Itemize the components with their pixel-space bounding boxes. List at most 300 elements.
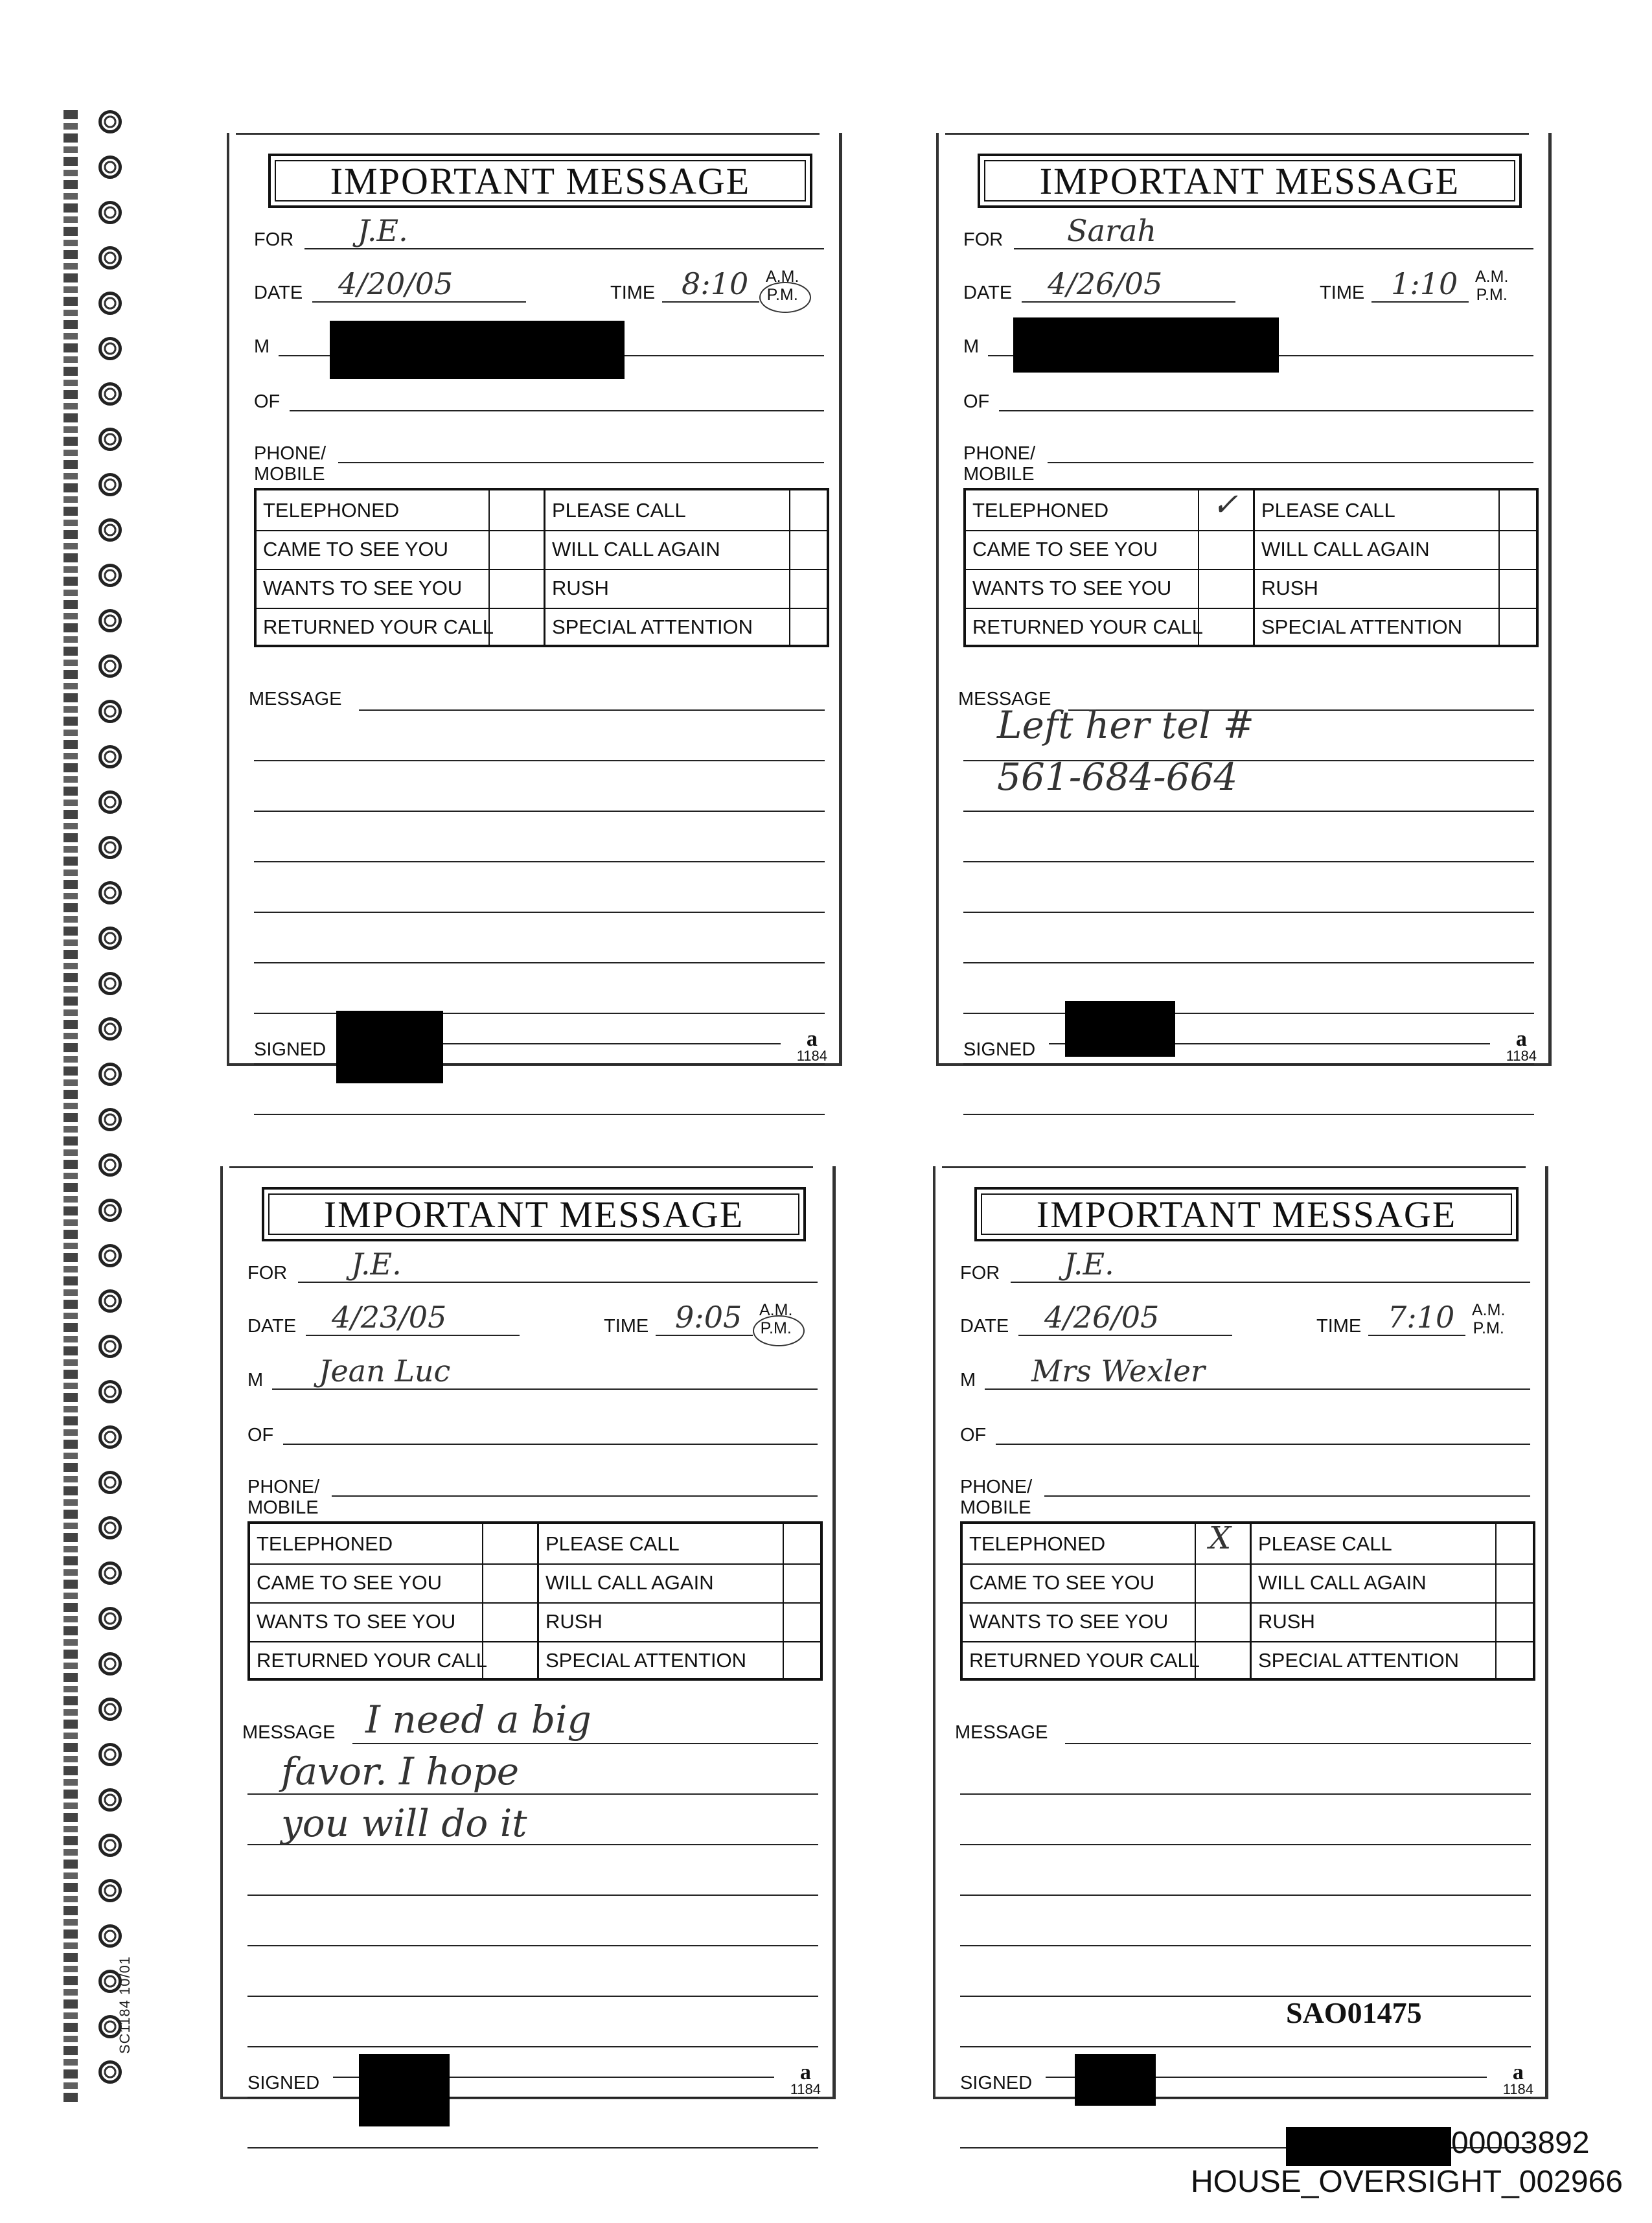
- phone-field: [254, 437, 824, 485]
- binding-ring: [98, 1289, 122, 1313]
- status-row: [257, 490, 827, 531]
- checkbox-special-attention[interactable]: [784, 1641, 820, 1680]
- time-label: TIME: [1316, 1316, 1362, 1337]
- caller-field-handwriting: Mrs Wexler: [1031, 1353, 1205, 1388]
- binding-ring: [98, 836, 122, 859]
- status-came-to-see-you: CAME TO SEE YOU: [257, 529, 490, 569]
- for-field-handwriting: J.E.: [1064, 1247, 1114, 1282]
- form-number: 1184: [1506, 1048, 1537, 1064]
- phone-field-label: PHONE/: [254, 443, 327, 464]
- binding-ring: [98, 1108, 122, 1131]
- slip-top-rule: [236, 133, 820, 135]
- of-field-line: [996, 1444, 1530, 1445]
- signed-label: SIGNED: [247, 2073, 320, 2093]
- status-please-call: PLEASE CALL: [1255, 490, 1500, 530]
- status-grid: [247, 1521, 823, 1681]
- status-row: [250, 1602, 820, 1642]
- phone-field: [963, 437, 1533, 485]
- message-line: [247, 1996, 818, 1997]
- redaction-bar: [1075, 2054, 1156, 2106]
- binding-ring: [98, 1924, 122, 1948]
- form-logo: a: [1515, 1027, 1527, 1051]
- status-rush: RUSH: [1252, 1602, 1497, 1641]
- slip-title: IMPORTANT MESSAGE: [984, 160, 1515, 202]
- date-field-label: DATE: [254, 282, 303, 303]
- time-line: [656, 1335, 753, 1336]
- of-field-label: OF: [254, 391, 281, 412]
- checkbox-telephoned[interactable]: [1199, 487, 1255, 530]
- checkbox-please-call[interactable]: [1497, 1524, 1533, 1563]
- binding-ring: [98, 1879, 122, 1902]
- binding-ring: [98, 1471, 122, 1494]
- pm-circle-mark: [759, 282, 811, 313]
- message-label: MESSAGE: [955, 1722, 1048, 1743]
- date-field: [960, 1300, 1530, 1339]
- time-handwriting: 1:10: [1391, 266, 1458, 301]
- binding-ring: [98, 654, 122, 678]
- redaction-bar: [1286, 2127, 1451, 2166]
- binding-ring: [98, 428, 122, 451]
- for-field-line: [1014, 248, 1533, 249]
- of-field-label: OF: [963, 391, 990, 412]
- message-slip: [220, 1166, 836, 2099]
- binding-ring: [98, 1516, 122, 1539]
- form-code: [1502, 2060, 1533, 2097]
- message-line: [960, 1793, 1531, 1795]
- status-returned-your-call: RETURNED YOUR CALL: [257, 607, 490, 647]
- binding-form-code: SC1184 10/01: [117, 1955, 133, 2054]
- phone-field-label: PHONE/: [963, 443, 1036, 464]
- binding-ring: [98, 201, 122, 224]
- checkbox-came-to-see-you[interactable]: [490, 529, 545, 569]
- document-stamp: SAO01475: [1286, 1996, 1422, 2029]
- time-line: [662, 301, 759, 303]
- binding-ring: [98, 564, 122, 587]
- binding-ring: [98, 337, 122, 360]
- am-pm-indicator: [1475, 268, 1508, 304]
- for-field: [963, 213, 1533, 252]
- checkbox-will-call-again[interactable]: [1497, 1563, 1533, 1602]
- slip-title-box: [974, 1187, 1519, 1241]
- binding-ring: [98, 473, 122, 496]
- caller-field: [960, 1353, 1530, 1392]
- status-row: [250, 1641, 820, 1680]
- date-field-handwriting: 4/26/05: [1048, 266, 1163, 301]
- checkbox-will-call-again[interactable]: [784, 1563, 820, 1602]
- am-pm-indicator: [1472, 1301, 1505, 1337]
- mobile-label: MOBILE: [247, 1497, 319, 1518]
- message-line: [960, 1844, 1531, 1845]
- status-row: [963, 1563, 1533, 1604]
- for-field-label: FOR: [254, 229, 294, 250]
- checkbox-telephoned[interactable]: [1196, 1520, 1252, 1563]
- caller-field-line: [985, 1388, 1530, 1390]
- slip-title: IMPORTANT MESSAGE: [275, 160, 806, 202]
- status-wants-to-see-you: WANTS TO SEE YOU: [963, 1602, 1196, 1641]
- form-number: 1184: [796, 1048, 827, 1064]
- status-special-attention: SPECIAL ATTENTION: [539, 1641, 784, 1680]
- am-label: A.M.: [766, 268, 799, 286]
- of-field: [960, 1419, 1530, 1447]
- status-wants-to-see-you: WANTS TO SEE YOU: [250, 1602, 483, 1641]
- checkbox-please-call[interactable]: [1500, 490, 1536, 530]
- am-label: A.M.: [759, 1301, 793, 1319]
- redaction-bar: [1013, 317, 1279, 373]
- status-row: [257, 568, 827, 609]
- message-line: [352, 1743, 818, 1744]
- form-logo: a: [1512, 2060, 1524, 2084]
- caller-field-handwriting: Jean Luc: [319, 1353, 451, 1388]
- checkbox-telephoned[interactable]: [490, 490, 545, 530]
- for-field-line: [1011, 1282, 1530, 1283]
- checkbox-wants-to-see-you[interactable]: [1196, 1602, 1252, 1641]
- time-handwriting: 7:10: [1388, 1300, 1455, 1335]
- date-field-line: [1022, 301, 1235, 303]
- message-handwriting: Left her tel #: [997, 703, 1255, 747]
- binding-ring: [98, 110, 122, 133]
- message-handwriting: I need a big: [365, 1698, 591, 1742]
- caller-field: [247, 1353, 818, 1392]
- checkbox-special-attention[interactable]: [1497, 1641, 1533, 1680]
- time-label: TIME: [604, 1316, 649, 1337]
- checkbox-special-attention[interactable]: [1500, 607, 1536, 647]
- status-please-call: PLEASE CALL: [545, 490, 790, 530]
- status-row: [250, 1563, 820, 1604]
- binding-ring: [98, 1017, 122, 1041]
- checkbox-returned-your-call[interactable]: [483, 1641, 539, 1680]
- time-line: [1368, 1335, 1465, 1336]
- binding-ring: [98, 1063, 122, 1086]
- phone-field-line: [338, 462, 824, 463]
- date-field-label: DATE: [247, 1316, 297, 1337]
- status-row: [966, 568, 1536, 609]
- message-line: [963, 811, 1534, 812]
- for-field-handwriting: J.E.: [351, 1247, 402, 1282]
- for-field-line: [304, 248, 824, 249]
- message-line: [254, 861, 825, 862]
- of-field: [247, 1419, 818, 1447]
- slip-top-rule: [945, 133, 1529, 135]
- status-will-call-again: WILL CALL AGAIN: [1255, 529, 1500, 569]
- message-handwriting: you will do it: [281, 1801, 527, 1845]
- binding-ring: [98, 1834, 122, 1857]
- checkbox-wants-to-see-you[interactable]: [483, 1602, 539, 1641]
- binding-ring: [98, 609, 122, 632]
- binding-ring: [98, 1153, 122, 1177]
- message-line: [963, 1013, 1534, 1014]
- message-line: [1065, 1743, 1531, 1744]
- form-code: [796, 1027, 827, 1064]
- binding-ring: [98, 881, 122, 904]
- message-line: [963, 962, 1534, 963]
- form-logo: a: [799, 2060, 811, 2084]
- slip-title-box: [978, 154, 1522, 208]
- pm-label: P.M.: [760, 1319, 792, 1337]
- status-grid: [963, 488, 1539, 647]
- of-field-label: OF: [247, 1425, 274, 1446]
- am-label: A.M.: [1475, 268, 1509, 286]
- caller-field-label: M: [254, 336, 270, 357]
- mobile-label: MOBILE: [254, 464, 325, 485]
- checkbox-rush[interactable]: [1500, 568, 1536, 608]
- binding-strip: [63, 110, 78, 2106]
- status-grid: [960, 1521, 1535, 1681]
- status-row: [966, 529, 1536, 570]
- binding-ring: [98, 382, 122, 406]
- phone-field: [247, 1471, 818, 1518]
- phone-field-line: [1044, 1495, 1530, 1497]
- for-field-handwriting: Sarah: [1067, 213, 1156, 248]
- time-handwriting: 9:05: [675, 1300, 742, 1335]
- status-returned-your-call: RETURNED YOUR CALL: [963, 1641, 1196, 1680]
- mobile-label: MOBILE: [960, 1497, 1031, 1518]
- for-field: [247, 1247, 818, 1285]
- message-line: [254, 962, 825, 963]
- date-field: [963, 266, 1533, 305]
- message-line: [960, 1895, 1531, 1896]
- slip-title-box: [268, 154, 812, 208]
- checkbox-wants-to-see-you[interactable]: [490, 568, 545, 608]
- binding-ring: [98, 1652, 122, 1676]
- form-logo: a: [806, 1027, 818, 1051]
- checkbox-came-to-see-you[interactable]: [1199, 529, 1255, 569]
- am-label: A.M.: [1472, 1301, 1506, 1319]
- telephoned-check-mark: ✓: [1212, 487, 1239, 523]
- status-telephoned: TELEPHONED: [257, 490, 490, 530]
- phone-field-line: [1048, 462, 1533, 463]
- time-line: [1371, 301, 1469, 303]
- binding-ring: [98, 2060, 122, 2084]
- redaction-bar: [359, 2054, 450, 2126]
- status-wants-to-see-you: WANTS TO SEE YOU: [966, 568, 1199, 608]
- status-wants-to-see-you: WANTS TO SEE YOU: [257, 568, 490, 608]
- status-row: [966, 607, 1536, 647]
- date-field: [247, 1300, 818, 1339]
- message-handwriting: 561-684-664: [997, 755, 1238, 799]
- signed-label: SIGNED: [963, 1039, 1036, 1060]
- form-code: [790, 2060, 821, 2097]
- of-field-line: [999, 410, 1533, 411]
- for-field-label: FOR: [960, 1263, 1000, 1284]
- for-field-label: FOR: [247, 1263, 288, 1284]
- message-line: [247, 2147, 818, 2148]
- binding-ring: [98, 1607, 122, 1630]
- form-number: 1184: [790, 2081, 821, 2097]
- message-line: [359, 709, 825, 711]
- status-will-call-again: WILL CALL AGAIN: [539, 1563, 784, 1602]
- message-line: [960, 2097, 1531, 2098]
- status-row: [250, 1524, 820, 1565]
- time-handwriting: 8:10: [682, 266, 749, 301]
- checkbox-came-to-see-you[interactable]: [1196, 1563, 1252, 1602]
- caller-field-line: [272, 1388, 818, 1390]
- binding-ring: [98, 927, 122, 950]
- checkbox-will-call-again[interactable]: [790, 529, 827, 569]
- for-field: [960, 1247, 1530, 1285]
- caller-field-label: M: [960, 1370, 976, 1390]
- form-number: 1184: [1502, 2081, 1533, 2097]
- status-returned-your-call: RETURNED YOUR CALL: [966, 607, 1199, 647]
- message-line: [963, 912, 1534, 913]
- status-rush: RUSH: [1255, 568, 1500, 608]
- status-came-to-see-you: CAME TO SEE YOU: [963, 1563, 1196, 1602]
- binding-ring: [98, 700, 122, 723]
- message-slip: [933, 1166, 1548, 2099]
- for-field-line: [298, 1282, 818, 1283]
- message-slip: [227, 133, 842, 1066]
- status-came-to-see-you: CAME TO SEE YOU: [250, 1563, 483, 1602]
- date-field-handwriting: 4/20/05: [338, 266, 453, 301]
- of-field: [254, 386, 824, 414]
- binding-ring: [98, 1199, 122, 1222]
- status-telephoned: TELEPHONED: [250, 1524, 483, 1563]
- message-line: [960, 2046, 1531, 2047]
- date-field-line: [1018, 1335, 1232, 1336]
- checkbox-returned-your-call[interactable]: [490, 607, 545, 647]
- status-please-call: PLEASE CALL: [539, 1524, 784, 1563]
- binding-ring: [98, 155, 122, 179]
- for-field-label: FOR: [963, 229, 1004, 250]
- checkbox-returned-your-call[interactable]: [1199, 607, 1255, 647]
- bates-id: HOUSE_OVERSIGHT_002966: [1191, 2165, 1623, 2199]
- status-returned-your-call: RETURNED YOUR CALL: [250, 1641, 483, 1680]
- binding-ring: [98, 1788, 122, 1812]
- pm-label: P.M.: [1473, 1319, 1504, 1337]
- binding-ring: [98, 1698, 122, 1721]
- message-line: [247, 1793, 818, 1795]
- slip-top-rule: [942, 1166, 1526, 1168]
- checkbox-rush[interactable]: [784, 1602, 820, 1641]
- checkbox-wants-to-see-you[interactable]: [1199, 568, 1255, 608]
- date-field-label: DATE: [960, 1316, 1009, 1337]
- binding-ring: [98, 1380, 122, 1403]
- binding-ring: [98, 518, 122, 542]
- checkbox-rush[interactable]: [1497, 1602, 1533, 1641]
- binding-ring: [98, 790, 122, 814]
- phone-field-label: PHONE/: [247, 1477, 320, 1497]
- of-field-line: [290, 410, 824, 411]
- message-label: MESSAGE: [249, 689, 342, 709]
- status-special-attention: SPECIAL ATTENTION: [545, 607, 790, 647]
- checkbox-please-call[interactable]: [790, 490, 827, 530]
- time-label: TIME: [610, 282, 656, 303]
- message-line: [963, 1114, 1534, 1115]
- message-slip: [936, 133, 1552, 1066]
- date-field-handwriting: 4/26/05: [1044, 1300, 1160, 1335]
- telephoned-check-mark: X: [1209, 1520, 1232, 1556]
- message-line: [247, 2046, 818, 2047]
- binding-ring: [98, 246, 122, 270]
- message-line: [254, 1114, 825, 1115]
- date-field-label: DATE: [963, 282, 1013, 303]
- message-line: [247, 2097, 818, 2098]
- checkbox-special-attention[interactable]: [790, 607, 827, 647]
- message-line: [254, 760, 825, 761]
- time-label: TIME: [1320, 282, 1365, 303]
- checkbox-returned-your-call[interactable]: [1196, 1641, 1252, 1680]
- date-field-line: [306, 1335, 520, 1336]
- message-line: [963, 1063, 1534, 1065]
- of-field: [963, 386, 1533, 414]
- binding-ring: [98, 292, 122, 315]
- status-row: [963, 1520, 1533, 1565]
- for-field: [254, 213, 824, 252]
- status-row: [257, 529, 827, 570]
- status-rush: RUSH: [539, 1602, 784, 1641]
- of-field-line: [283, 1444, 818, 1445]
- message-line: [247, 1945, 818, 1946]
- message-line: [254, 912, 825, 913]
- message-line: [960, 1996, 1531, 1997]
- message-line: [247, 1895, 818, 1896]
- checkbox-please-call[interactable]: [784, 1524, 820, 1563]
- caller-field-label: M: [247, 1370, 264, 1390]
- slip-title: IMPORTANT MESSAGE: [981, 1193, 1512, 1235]
- status-grid: [254, 488, 829, 647]
- date-field: [254, 266, 824, 305]
- slip-title-box: [262, 1187, 806, 1241]
- phone-field-label: PHONE/: [960, 1477, 1033, 1497]
- status-telephoned: TELEPHONED: [966, 490, 1199, 530]
- binding-ring: [98, 1425, 122, 1449]
- date-field-line: [312, 301, 526, 303]
- status-will-call-again: WILL CALL AGAIN: [545, 529, 790, 569]
- binding-ring: [98, 1561, 122, 1585]
- status-will-call-again: WILL CALL AGAIN: [1252, 1563, 1497, 1602]
- binding-ring: [98, 745, 122, 768]
- checkbox-telephoned[interactable]: [483, 1524, 539, 1563]
- slip-title: IMPORTANT MESSAGE: [268, 1193, 799, 1235]
- message-line: [254, 811, 825, 812]
- checkbox-will-call-again[interactable]: [1500, 529, 1536, 569]
- status-special-attention: SPECIAL ATTENTION: [1255, 607, 1500, 647]
- message-handwriting: favor. I hope: [281, 1749, 520, 1793]
- status-please-call: PLEASE CALL: [1252, 1524, 1497, 1563]
- redaction-bar: [336, 1011, 443, 1083]
- signed-label: SIGNED: [960, 2073, 1033, 2093]
- pm-label: P.M.: [766, 286, 798, 304]
- mobile-label: MOBILE: [963, 464, 1035, 485]
- binding-ring: [98, 1743, 122, 1766]
- of-field-label: OF: [960, 1425, 987, 1446]
- form-code: [1506, 1027, 1537, 1064]
- redaction-bar: [330, 321, 625, 379]
- status-telephoned: TELEPHONED: [963, 1524, 1196, 1563]
- binding-ring: [98, 1335, 122, 1358]
- binding-ring: [98, 1244, 122, 1267]
- for-field-handwriting: J.E.: [358, 213, 408, 248]
- redaction-bar: [1065, 1001, 1175, 1057]
- checkbox-came-to-see-you[interactable]: [483, 1563, 539, 1602]
- status-special-attention: SPECIAL ATTENTION: [1252, 1641, 1497, 1680]
- status-row: [966, 487, 1536, 531]
- spiral-binding: [52, 110, 149, 2106]
- pm-circle-mark: [753, 1315, 805, 1346]
- slip-top-rule: [229, 1166, 813, 1168]
- phone-field-line: [332, 1495, 818, 1497]
- caller-field-label: M: [963, 336, 980, 357]
- message-line: [963, 861, 1534, 862]
- status-came-to-see-you: CAME TO SEE YOU: [966, 529, 1199, 569]
- phone-field: [960, 1471, 1530, 1518]
- signed-label: SIGNED: [254, 1039, 327, 1060]
- status-rush: RUSH: [545, 568, 790, 608]
- pm-label: P.M.: [1476, 286, 1508, 304]
- message-line: [960, 1945, 1531, 1946]
- status-row: [257, 607, 827, 647]
- checkbox-rush[interactable]: [790, 568, 827, 608]
- status-row: [963, 1641, 1533, 1680]
